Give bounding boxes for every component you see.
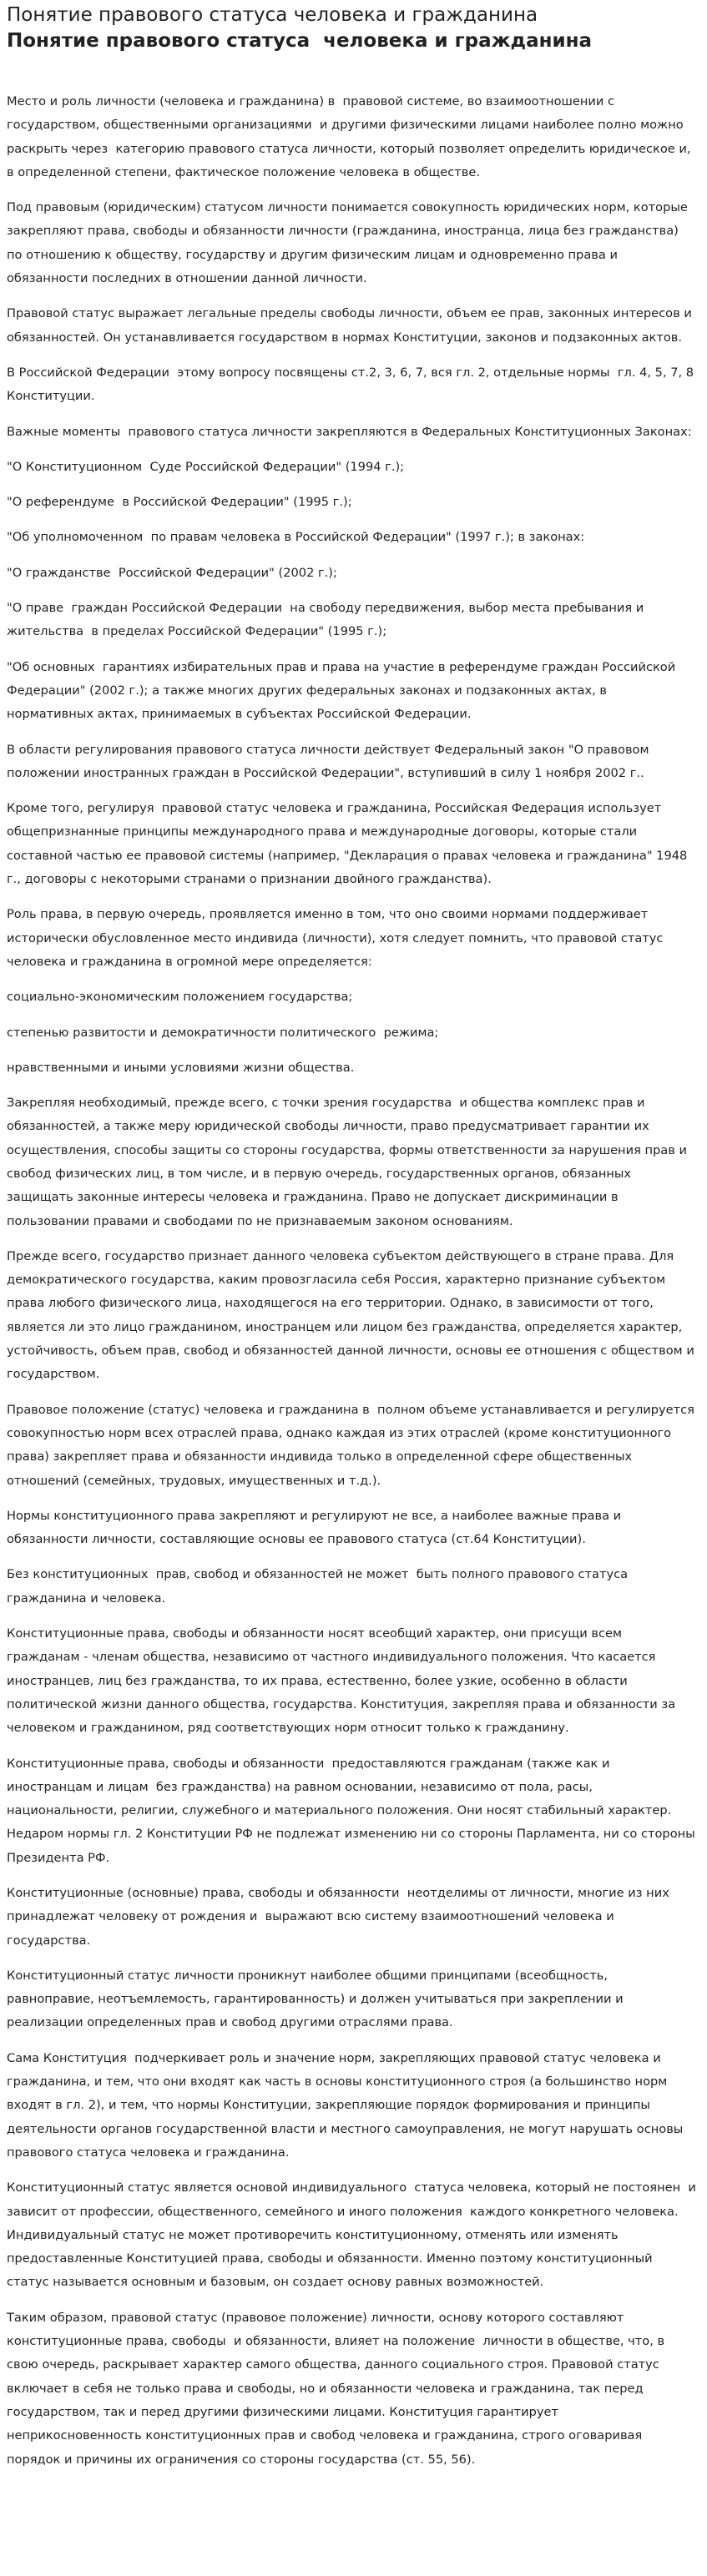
paragraph: "Об основных гарантиях избирательных прав и права на участие в референдуме граждан Российской Федерации" (2002 г.); а также многих других федеральных законах и подзаконных актах, в нормативных актах, принимаемых в субъектах Российской Федерации. [7, 659, 679, 722]
paragraph: Сама Конституция подчеркивает роль и значение норм, закрепляющих правовой статус человека и гражданина, и тем, что они входят как часть в основы конституционного строя (а большинство норм входят в гл. 2), и тем, что нормы Конституции, закрепляющие порядок формирования и принципы деятельности органов государственной власти и местного самоуправления, не могут нарушать основы правового статуса человека и гражданина. [7, 2050, 687, 2160]
paragraph: Конституционный статус является основой индивидуального статуса человека, который не постоянен и зависит от профессии, общественного, семейного и иного положения каждого конкретного человека. Индивидуальный статус не может противоречить конституционному, отменять или изменять предоставленные Конституцией права, свободы и обязанности. Именно поэтому конституционный статус называется основным и базовым, он создает основу равных возможностей. [7, 2180, 700, 2290]
paragraph: Закрепляя необходимый, прежде всего, с точки зрения государства и общества комплекс прав и обязанностей, а также меру юридической свободы личности, право предусматривает гарантии их осуществления, способы защиты со стороны государства, формы ответственности за нарушения прав и свобод физических лиц, в том числе, и в первую очередь, государственных органов, обязанных защищать законные интересы человека и гражданина. Право не допускает дискриминации в пользовании правами и свободами по не признаваемым законом основаниям. [7, 1096, 691, 1228]
paragraph: Важные моменты правового статуса личности закрепляются в Федеральных Конституционных Законах: [7, 424, 692, 439]
paragraph: В Российской Федерации этому вопросу посвящены ст.2, 3, 6, 7, вся гл. 2, отдельные нормы гл. 4, 5, 7, 8 Конституции. [7, 365, 698, 404]
paragraph: Конституционные (основные) права, свободы и обязанности неотделимы от личности, многие из них принадлежат человеку от рождения и выражают всю систему взаимоотношений человека и государства. [7, 1886, 678, 1948]
paragraph: Прежде всего, государство признает данного человека субъектом действующего в стране права. Для демократического государства, каким провозгласила себя Россия, характерно признание субъектом права любого физического лица, находящегося на его территории. Однако, в зависимости от того, является ли это лицо гражданином, иностранцем или лицом без гражданства, определяется характер, устойчивость, объем прав, свобод и обязанностей данной личности, основы ее отношения с обществом и государством. [7, 1248, 699, 1382]
paragraph: нравственными и иными условиями жизни общества. [7, 1060, 355, 1075]
article-title: Понятие правового статуса человека и гражданина [7, 30, 593, 52]
paragraph: "О гражданстве Российской Федерации" (2002 г.); [7, 565, 337, 580]
page-title: Понятие правового статуса человека и гражданина [7, 4, 538, 26]
paragraph: В области регулирования правового статуса личности действует Федеральный закон "О правовом положении иностранных граждан в Российской Федерации", вступивший в силу 1 ноября 2002 г.. [7, 742, 654, 780]
paragraph: Без конституционных прав, свобод и обязанностей не может быть полного правового статуса гражданина и человека. [7, 1567, 632, 1606]
paragraph: Роль права, в первую очередь, проявляется именно в том, что оно своими нормами поддерживает исторически обусловленное место индивида (личности), хотя следует помнить, что правовой статус человека и гражданина в огромной мере определяется: [7, 907, 668, 969]
paragraph: социально-экономическим положением государства; [7, 990, 353, 1005]
paragraph: Таким образом, правовой статус (правовое положение) личности, основу которого составляют конституционные права, свободы и обязанности, влияет на положение личности в обществе, что, в свою очередь, раскрывает характер самого общества, данного социального строя. Правовой статус включает в себя не только права и свободы, но и обязанности человека и гражданина, так перед государством, так и перед другими физическими лицами. Конституция гарантирует неприкосновенность конституционных прав и свобод человека и гражданина, строго оговаривая порядок и причины их ограничения со стороны государства (ст. 55, 56). [7, 2310, 669, 2467]
paragraph: Кроме того, регулируя правовой статус человека и гражданина, Российская Федерация использует общепризнанные принципы международного права и международные договоры, которые стали составной частью ее правовой системы (например, "Декларация о правах человека и гражданина" 1948 г., договоры с некоторыми странами о признании двойного гражданства). [7, 801, 691, 887]
paragraph: Нормы конституционного права закрепляют и регулируют не все, а наиболее важные права и обязанности личности, составляющие основы ее правового статуса (ст.64 Конституции). [7, 1508, 625, 1547]
paragraph: Под правовым (юридическим) статусом личности понимается совокупность юридических норм, которые закрепляют права, свободы и обязанности личности (гражданина, иностранца, лица без гражданства) по отношению к обществу, государству и другим физическим лицам и одновременно права и обязанности последних в отношении данной личности. [7, 200, 692, 286]
article-body [7, 90, 700, 2472]
paragraph: "Об уполномоченном по правам человека в Российской Федерации" (1997 г.); в законах: [7, 530, 585, 545]
paragraph: "О Конституционном Суде Российской Федерации" (1994 г.); [7, 459, 405, 474]
paragraph: Место и роль личности (человека и гражданина) в правовой системе, во взаимоотношении с государством, общественными организациями и другими физическими лицами наиболее полно можно раскрыть через категорию правового статуса личности, который позволяет определить юридическое и, в определенной степени, фактическое положение человека в обществе. [7, 94, 695, 179]
paragraph: "О референдуме в Российской Федерации" (1995 г.); [7, 495, 352, 510]
paragraph: Правовое положение (статус) человека и гражданина в полном объеме устанавливается и регулируется совокупностью норм всех отраслей права, однако каждая из этих отраслей (кроме конституционного права) закрепляет права и обязанности индивида только в определенной сфере общественных отношений (семейных, трудовых, имущественных и т.д.). [7, 1402, 699, 1488]
paragraph: "О праве граждан Российской Федерации на свободу передвижения, выбор места пребывания и жительства в пределах Российской Федерации" (1995 г.); [7, 601, 648, 639]
paragraph: Конституционный статус личности проникнут наиболее общими принципами (всеобщность, равноправие, неотъемлемость, гарантированность) и должен учитываться при закреплении и реализации определенных прав и свобод другими отраслями права. [7, 1968, 628, 2030]
paragraph: Конституционные права, свободы и обязанности носят всеобщий характер, они присущи всем гражданам - членам общества, независимо от частного индивидуального положения. Что касается иностранцев, лиц без гражданства, то их права, естественно, более узкие, особенно в области политической жизни данного общества, государства. Конституция, закрепляя права и обязанности за человеком и гражданином, ряд соответствующих норм относит только к гражданину. [7, 1626, 679, 1736]
paragraph: Конституционные права, свободы и обязанности предоставляются гражданам (также как и иностранцам и лицам без гражданства) на равном основании, независимо от пола, расы, национальности, религии, служебного и материального положения. Они носят стабильный характер. Недаром нормы гл. 2 Конституции РФ не подлежат изменению ни со стороны Парламента, ни со стороны Президента РФ. [7, 1756, 699, 1865]
paragraph: Правовой статус выражает легальные пределы свободы личности, объем ее прав, законных интересов и обязанностей. Он устанавливается государством в нормах Конституции, законов и подзаконных актов. [7, 306, 696, 345]
paragraph: степенью развитости и демократичности политического режима; [7, 1025, 439, 1040]
